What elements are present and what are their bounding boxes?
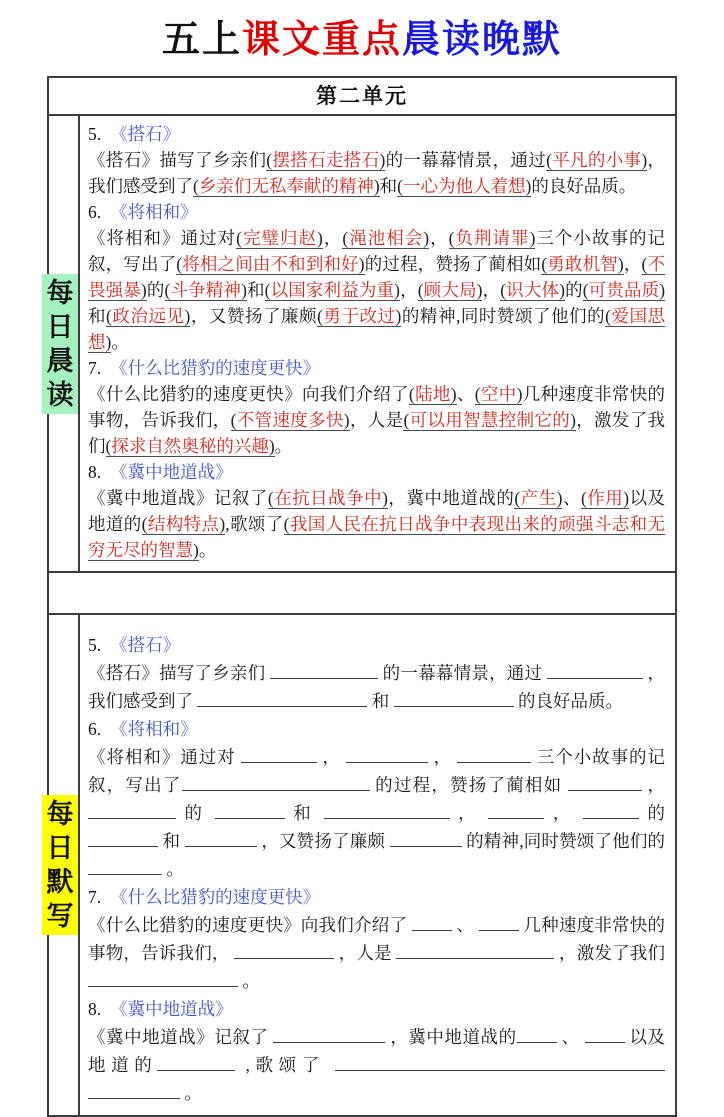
answer-underlined: (识大体) [500, 280, 565, 300]
answer-underlined: (勇于改过) [317, 306, 402, 326]
answer-underlined: (顾大局) [417, 280, 483, 300]
title-part-black: 五上 [161, 19, 242, 61]
answer-underlined: (渑池相会) [342, 228, 430, 248]
answer-underlined: (可贵品质) [582, 280, 666, 300]
fill-in-blank [88, 831, 158, 847]
answer-underlined: (产生) [514, 488, 563, 508]
fill-in-blank [585, 1027, 625, 1043]
unit-header: 第二单元 [49, 78, 675, 116]
answer-underlined: (完璧归赵) [236, 228, 323, 248]
fill-in-blank [324, 803, 450, 819]
dictation-row [46, 615, 675, 1115]
answer-underlined: (作用) [580, 488, 630, 508]
fill-in-blank [88, 859, 162, 875]
fill-in-blank [394, 691, 514, 707]
fill-in-blank [215, 803, 285, 819]
answer-underlined: (政治远见) [106, 306, 191, 326]
answer-underlined: (空中) [474, 384, 523, 404]
answer-underlined: (结构特点) [141, 514, 226, 534]
lesson-body: 《冀中地道战》记叙了 ，冀中地道战的 、 以及地道的 ,歌颂了 。 [88, 1027, 665, 1103]
fill-in-blank [197, 691, 367, 707]
lesson-body: 《搭石》描写了乡亲们 的一幕幕情景，通过 ，我们感受到了 和 的良好品质。 [88, 663, 666, 711]
lesson-number: 5. [88, 635, 102, 655]
fill-in-blank [390, 831, 462, 847]
reading-lesson-6 [88, 199, 665, 355]
fill-in-blank [457, 747, 531, 763]
lesson-number: 5. [88, 124, 102, 144]
answer-underlined: (斗争精神) [164, 280, 247, 300]
lesson-number: 6. [88, 202, 102, 222]
fill-in-blank [479, 915, 519, 931]
reading-row [46, 116, 675, 573]
fill-in-blank [335, 1055, 665, 1071]
lesson-title: 《冀中地道战》 [110, 999, 233, 1019]
answer-underlined: (将相之间由不和到和好) [176, 254, 365, 274]
title-part-blue: 晨读晚默 [402, 19, 563, 61]
lesson-body: 《将相和》通过对 ， ， 三个小故事的记叙，写出了 的过程，赞扬了蔺相如 ， 的 和 ， ， 的 和 ，又赞扬了廉颇 的精神,同时赞颂了他们的 。 [88, 747, 666, 879]
reading-content [80, 116, 675, 571]
reading-label: 每日晨读 [42, 274, 78, 414]
answer-underlined: (以国家利益为重) [264, 280, 400, 300]
answer-underlined: (可以用智慧控制它的) [403, 410, 576, 430]
answer-underlined: (乡亲们无私奉献的精神) [193, 176, 380, 196]
reading-lesson-7 [88, 355, 665, 459]
page-title [0, 18, 724, 62]
dictation-content [80, 615, 675, 1115]
fill-in-blank [241, 747, 317, 763]
answer-underlined: (爱国思想) [88, 306, 666, 352]
fill-in-blank [157, 1055, 235, 1071]
answer-underlined: (平凡的小事) [546, 150, 648, 170]
answer-underlined: (在抗日战争中) [267, 488, 388, 508]
answer-underlined: (探求自然奥秘的兴趣) [105, 436, 275, 456]
lesson-title: 《搭石》 [110, 124, 181, 144]
lesson-title: 《什么比猎豹的速度更快》 [110, 358, 321, 378]
lesson-title: 《冀中地道战》 [110, 462, 233, 482]
fill-in-blank [270, 663, 378, 679]
lesson-body: 《什么比猎豹的速度更快》向我们介绍了(陆地)、(空中)几种速度非常快的事物，告诉我们，(不管速度多快)，人是(可以用智慧控制它的)，激发了我们(探求自然奥秘的兴趣)。 [88, 384, 666, 456]
dictation-lesson-8 [88, 995, 665, 1107]
dictation-label: 每日默写 [42, 795, 78, 935]
dictation-side-cell [46, 615, 80, 1115]
answer-underlined: (勇敢机智) [541, 254, 624, 274]
answer-underlined: (不管速度多快) [230, 410, 350, 430]
lesson-body: 《什么比猎豹的速度更快》向我们介绍了 、 几种速度非常快的事物，告诉我们， ，人是 ，激发了我们 。 [88, 915, 666, 991]
lesson-body: 《搭石》描写了乡亲们(摆搭石走搭石)的一幕幕情景，通过(平凡的小事)，我们感受到了(乡亲们无私奉献的精神)和(一心为他人着想)的良好品质。 [88, 150, 666, 196]
spacer-row [49, 573, 675, 615]
fill-in-blank [568, 775, 642, 791]
dictation-lesson-5 [88, 631, 665, 715]
lesson-number: 8. [88, 462, 102, 482]
reading-lesson-8 [88, 459, 665, 563]
title-part-red: 课文重点 [241, 19, 402, 61]
fill-in-blank [234, 943, 334, 959]
fill-in-blank [88, 971, 238, 987]
lesson-title: 《什么比猎豹的速度更快》 [110, 887, 321, 907]
answer-underlined: (负荆请罪) [448, 228, 536, 248]
reading-side-cell [46, 116, 80, 571]
fill-in-blank [185, 831, 257, 847]
answer-underlined: (摆搭石走搭石) [266, 150, 386, 170]
unit-table [47, 76, 677, 1117]
lesson-body: 《冀中地道战》记叙了(在抗日战争中)，冀中地道战的(产生)、(作用)以及地道的(结构特点),歌颂了(我国人民在抗日战争中表现出来的顽强斗志和无穷无尽的智慧)。 [88, 488, 666, 560]
lesson-number: 7. [88, 887, 102, 907]
lesson-number: 6. [88, 719, 102, 739]
lesson-body: 《将相和》通过对(完璧归赵)，(渑池相会)，(负荆请罪)三个小故事的记叙，写出了(将相之间由不和到和好)的过程，赞扬了蔺相如(勇敢机智)，(不畏强暴)的(斗争精神)和(以国家利益为重)，(顾大局)，(识大体)的(可贵品质)和(政治远见)，又赞扬了廉颇(勇于改过)的精神,同时赞颂了他们的(爱国思想)。 [88, 228, 666, 352]
fill-in-blank [182, 775, 370, 791]
lesson-title: 《将相和》 [110, 202, 198, 222]
fill-in-blank [88, 803, 176, 819]
answer-underlined: (一心为他人着想) [397, 176, 532, 196]
fill-in-blank [273, 1027, 385, 1043]
dictation-lesson-6 [88, 715, 665, 883]
fill-in-blank [88, 1083, 180, 1099]
answer-underlined: (不畏强暴) [88, 254, 666, 300]
lesson-number: 8. [88, 999, 102, 1019]
fill-in-blank [547, 663, 643, 679]
lesson-title: 《搭石》 [110, 635, 181, 655]
fill-in-blank [517, 1027, 557, 1043]
lesson-title: 《将相和》 [110, 719, 198, 739]
fill-in-blank [583, 803, 639, 819]
dictation-lesson-7 [88, 883, 665, 995]
fill-in-blank [412, 915, 452, 931]
fill-in-blank [488, 803, 544, 819]
answer-underlined: (陆地) [408, 384, 457, 404]
fill-in-blank [396, 943, 554, 959]
fill-in-blank [346, 747, 428, 763]
reading-lesson-5 [88, 121, 665, 199]
lesson-number: 7. [88, 358, 102, 378]
answer-underlined: (我国人民在抗日战争中表现出来的顽强斗志和无穷无尽的智慧) [88, 514, 666, 560]
